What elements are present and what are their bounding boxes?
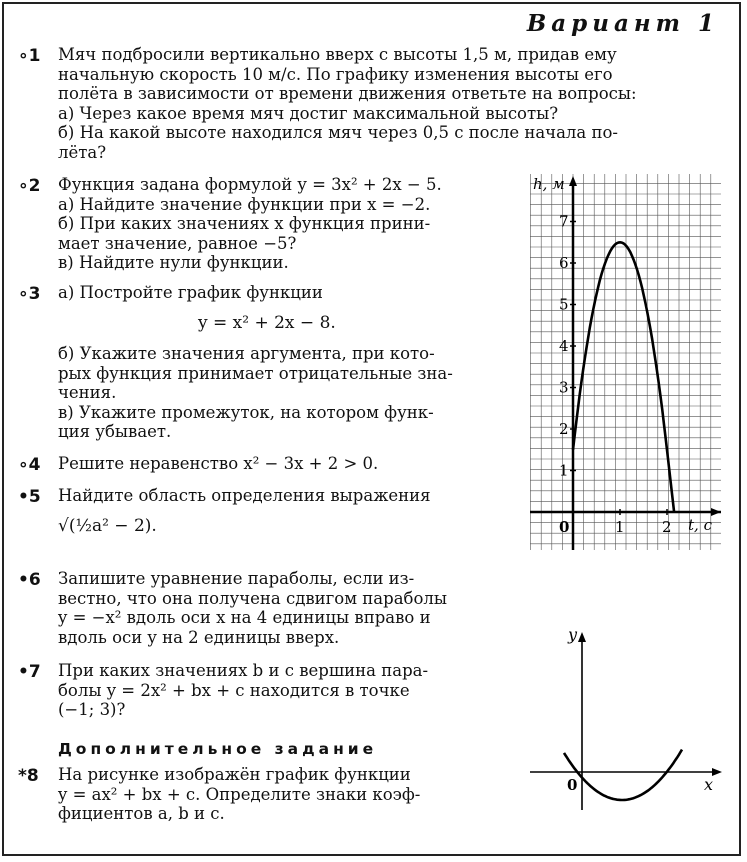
problem-line: Функция задана формулой y = 3x² + 2x − 5. [58,175,442,194]
problem-line: б) При каких значениях x функция прини- [58,214,431,233]
problem-line: y = −x² вдоль оси x на 4 единицы вправо и [58,608,431,627]
problem-5-marker: •5 [18,487,41,507]
problem-line: чения. [58,383,117,402]
problem-line: Запишите уравнение параболы, если из- [58,569,415,588]
variant-title: Вариант 1 [526,10,719,37]
x-axis-arrow-icon [711,508,721,516]
problem-line: а) Через какое время мяч достиг максимальной высоты? [58,103,559,123]
x-axis-label: x [704,775,714,794]
problem-1-text [58,45,718,162]
problem-7-text [58,661,508,720]
series-line-h-t [573,242,674,512]
problem-line: Решите неравенство x² − 3x + 2 > 0. [58,454,379,473]
y-axis-label: y [568,625,578,644]
problem-line: мает значение, равное −5? [58,233,297,253]
problem-line: а) Постройте график функции [58,283,323,302]
problem-6-text [58,569,508,647]
problem-line: вестно, что она получена сдвигом параболы [58,588,448,608]
problem-3-text-after [58,344,508,442]
problem-3-marker: ∘3 [18,284,41,304]
problem-line: При каких значениях b и c вершина пара- [58,661,429,680]
y-tick-label: 4 [559,337,569,355]
problem-4-text [58,454,508,474]
problem-line: лёта? [58,142,107,162]
problem-line: Мяч подбросили вертикально вверх с высоты 1,5 м, придав ему [58,45,617,64]
problem-5-formula: √(½a² − 2). [58,516,157,536]
problem-line: болы y = 2x² + bx + c находится в точке [58,680,410,700]
problem-3-text [58,283,508,303]
problem-line: рых функция принимает отрицательные зна- [58,363,453,383]
x-tick-label: 1 [615,518,625,536]
problem-2-text [58,175,508,273]
y-tick-label: 7 [559,212,569,231]
problem-7-marker: •7 [18,662,41,682]
problem-8-marker: *8 [18,766,39,786]
y-axis-label: h, м [533,175,565,193]
problem-line: полёта в зависимости от времени движения ответьте на вопросы: [58,84,637,103]
problem-line: начальную скорость 10 м/с. По графику изменения высоты его [58,64,613,84]
origin-label: 0 [567,776,578,794]
y-tick-label: 6 [559,254,569,272]
problem-line: б) Укажите значения аргумента, при кото- [58,344,435,363]
problem-line: а) Найдите значение функции при x = −2. [58,194,431,214]
x-tick-label: 2 [662,518,672,536]
problem-4-marker: ∘4 [18,455,41,475]
parabola-sketch [522,622,727,817]
y-axis-arrow-icon [578,632,586,642]
problem-line: Найдите область определения выражения [58,486,431,505]
problem-line: в) Укажите промежуток, на котором функ- [58,402,434,422]
y-tick-label: 1 [559,461,569,480]
y-tick-label: 2 [559,420,569,438]
problem-line: в) Найдите нули функции. [58,253,289,272]
problem-line: вдоль оси y на 2 единицы вверх. [58,627,340,647]
problem-line: На рисунке изображён график функции [58,765,411,784]
y-tick-label: 5 [559,295,569,314]
problem-line: б) На какой высоте находился мяч через 0,5 с после начала по- [58,123,618,142]
y-axis-arrow-icon [569,176,577,186]
x-axis-label: t, c [688,516,712,534]
extra-task-heading: Дополнительное задание [58,740,378,758]
y-tick-label: 3 [559,378,569,397]
problem-2-marker: ∘2 [18,176,41,196]
problem-6-marker: •6 [18,570,41,590]
problem-3-formula: y = x² + 2x − 8. [198,313,336,333]
problem-5-text [58,486,508,506]
problem-1-marker: ∘1 [18,46,41,66]
problem-line: ция убывает. [58,422,172,441]
origin-label: 0 [559,518,570,536]
height-time-chart [525,170,725,553]
problem-line: (−1; 3)? [58,700,126,719]
problem-8-text [58,765,508,824]
problem-line: y = ax² + bx + c. Определите знаки коэф- [58,784,421,804]
x-axis-arrow-icon [712,768,722,776]
problem-line: фициентов a, b и c. [58,804,225,823]
